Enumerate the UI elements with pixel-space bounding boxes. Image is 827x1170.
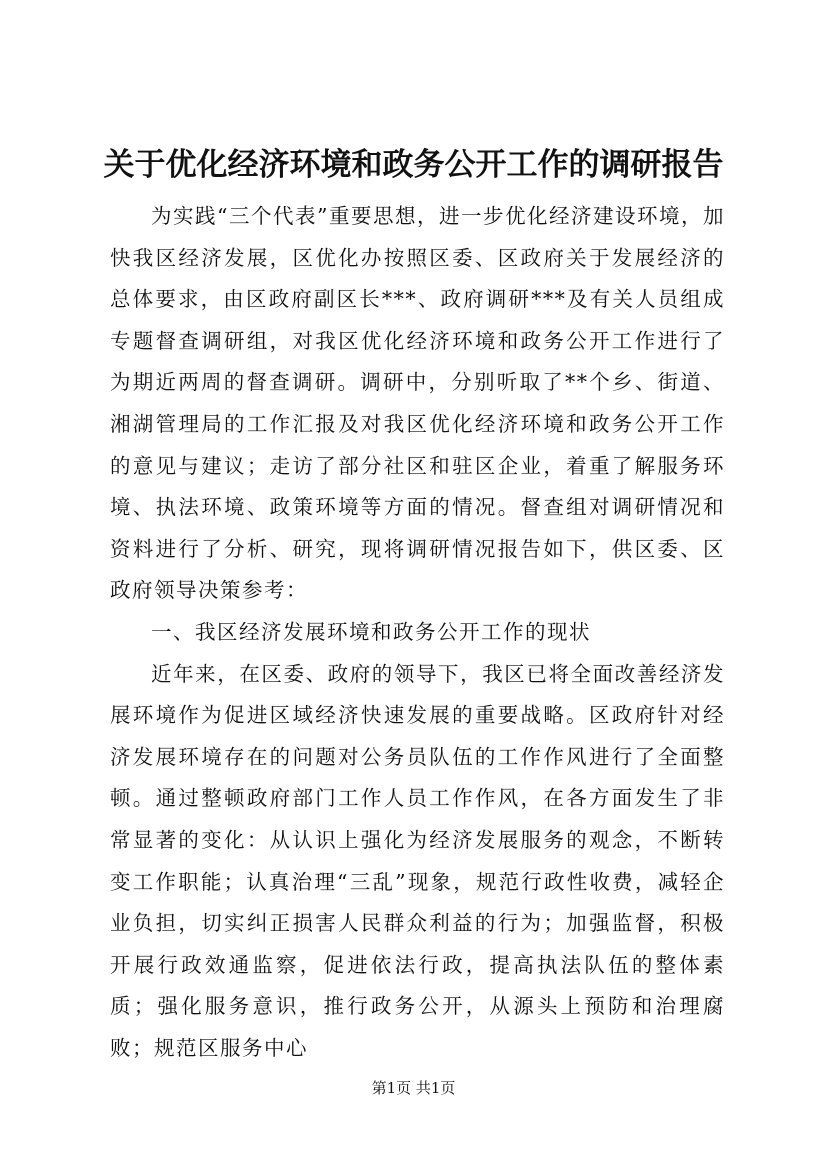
paragraph-intro: 为实践“三个代表”重要思想，进一步优化经济建设环境，加快我区经济发展，区优化办按照区委、区政府关于发展经济的总体要求，由区政府副区长***、政府调研***及有关人员组成专题督查调研组，对我区优化经济环境和政务公开工作进行了为期近两周的督查调研。调研中，分别听取了**个乡、街道、湘湖管理局的工作汇报及对我区优化经济环境和政务公开工作的意见与建议；走访了部分社区和驻区企业，着重了解服务环境、执法环境、政策环境等方面的情况。督查组对调研情况和资料进行了分析、研究，现将调研情况报告如下，供区委、区政府领导决策参考： [110,204,725,603]
section-heading: 一、我区经济发展环境和政务公开工作的现状 [151,619,591,644]
document-body [110,196,725,1069]
document-title: 关于优化经济环境和政务公开工作的调研报告 [103,147,724,183]
page-footer: 第1页 共1页 [371,1079,456,1097]
paragraph-status: 近年来，在区委、政府的领导下，我区已将全面改善经济发展环境作为促进区域经济快速发展的重要战略。区政府针对经济发展环境存在的问题对公务员队伍的工作作风进行了全面整顿。通过整顿政府部门工作人员工作作风，在各方面发生了非常显著的变化：从认识上强化为经济发展服务的观念，不断转变工作职能；认真治理“三乱”现象，规范行政性收费，减轻企业负担，切实纠正损害人民群众利益的行为；加强监督，积极开展行政效通监察，促进依法行政，提高执法队伍的整体素质；强化服务意识，推行政务公开，从源头上预防和治理腐败；规范区服务中心 [110,661,725,1060]
